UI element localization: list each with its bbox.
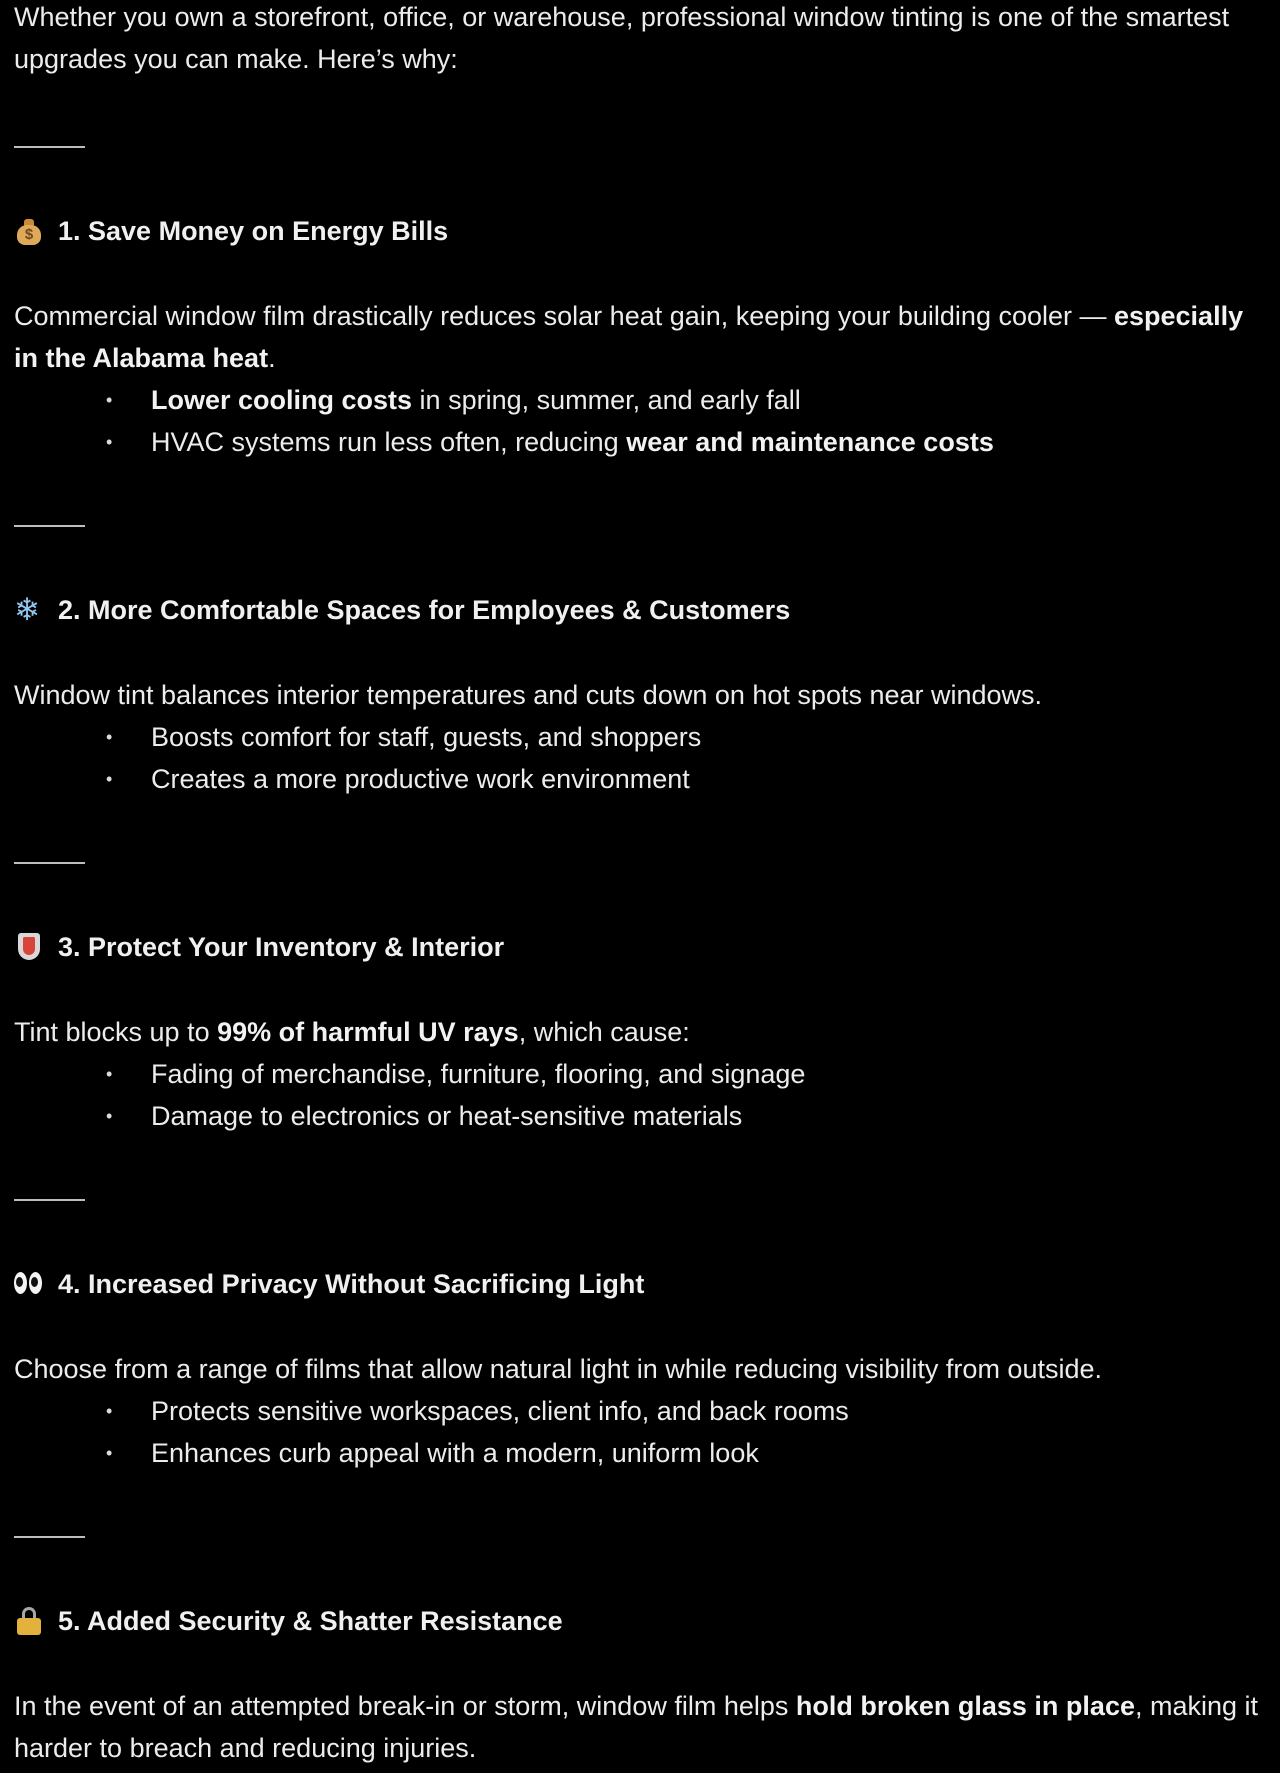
section-title: 2. More Comfortable Spaces for Employees & Customers xyxy=(58,595,791,625)
section-heading-privacy xyxy=(14,1263,1270,1305)
list-item-emphasis: wear and maintenance costs xyxy=(626,427,994,457)
section-body: Window tint balances interior temperatures and cuts down on hot spots near windows. xyxy=(14,680,1043,710)
list-item xyxy=(14,379,1270,421)
intro-paragraph: Whether you own a storefront, office, or warehouse, professional window tinting is one of the smartest upgrades you can make. Here’s why: xyxy=(14,2,1230,74)
bullet-list xyxy=(14,1390,1270,1474)
lock-icon xyxy=(14,1606,44,1636)
list-item-text: in spring, summer, and early fall xyxy=(412,385,801,415)
body-text: Commercial window film drastically reduces solar heat gain, keeping your building cooler — xyxy=(14,301,1114,331)
list-item-emphasis: Lower cooling costs xyxy=(151,385,413,415)
list-item: • Enhances curb appeal with a modern, uniform look xyxy=(14,1432,1270,1474)
eyes-icon xyxy=(14,1269,44,1299)
list-item: • Damage to electronics or heat-sensitive materials xyxy=(14,1095,1270,1137)
list-item: • Creates a more productive work environment xyxy=(14,758,1270,800)
section-divider xyxy=(14,1536,85,1538)
money-bag-icon: $ xyxy=(14,216,44,246)
section-divider xyxy=(14,862,85,864)
body-text: , which cause: xyxy=(518,1017,690,1047)
body-text: In the event of an attempted break-in or storm, window film helps xyxy=(14,1691,796,1721)
body-emphasis: especially in the Alabama heat xyxy=(14,301,1244,373)
list-item xyxy=(14,421,1270,463)
body-text: Tint blocks up to xyxy=(14,1017,218,1047)
list-item-text: HVAC systems run less often, reducing xyxy=(151,427,627,457)
shield-icon xyxy=(14,932,44,962)
section-body xyxy=(14,1011,1270,1053)
list-item: • Protects sensitive workspaces, client info, and back rooms xyxy=(14,1390,1270,1432)
section-title: 4. Increased Privacy Without Sacrificing Light xyxy=(58,1269,645,1299)
section-divider xyxy=(14,146,85,148)
snowflake-icon: ❄ xyxy=(14,592,40,627)
section-title: 1. Save Money on Energy Bills xyxy=(58,216,449,246)
section-heading-security xyxy=(14,1600,1270,1642)
body-text: . xyxy=(268,343,276,373)
section-title: 5. Added Security & Shatter Resistance xyxy=(58,1606,563,1636)
section-heading-inventory xyxy=(14,926,1270,968)
section-body: Choose from a range of films that allow natural light in while reducing visibility from outside. xyxy=(14,1354,1103,1384)
list-item: • Boosts comfort for staff, guests, and shoppers xyxy=(14,716,1270,758)
bullet-list xyxy=(14,1053,1270,1137)
section-heading-comfort xyxy=(14,589,1270,631)
section-body xyxy=(14,1685,1270,1769)
bullet-list xyxy=(14,379,1270,463)
section-divider xyxy=(14,525,85,527)
body-emphasis: 99% of harmful UV rays xyxy=(217,1017,519,1047)
body-text: , making it harder to breach and reducing injuries. xyxy=(14,1691,1259,1763)
body-emphasis: hold broken glass in place xyxy=(795,1691,1135,1721)
section-body xyxy=(14,295,1270,379)
section-heading-energy xyxy=(14,210,1270,252)
section-divider xyxy=(14,1199,85,1201)
section-title: 3. Protect Your Inventory & Interior xyxy=(58,932,505,962)
bullet-list xyxy=(14,716,1270,800)
list-item: • Fading of merchandise, furniture, flooring, and signage xyxy=(14,1053,1270,1095)
